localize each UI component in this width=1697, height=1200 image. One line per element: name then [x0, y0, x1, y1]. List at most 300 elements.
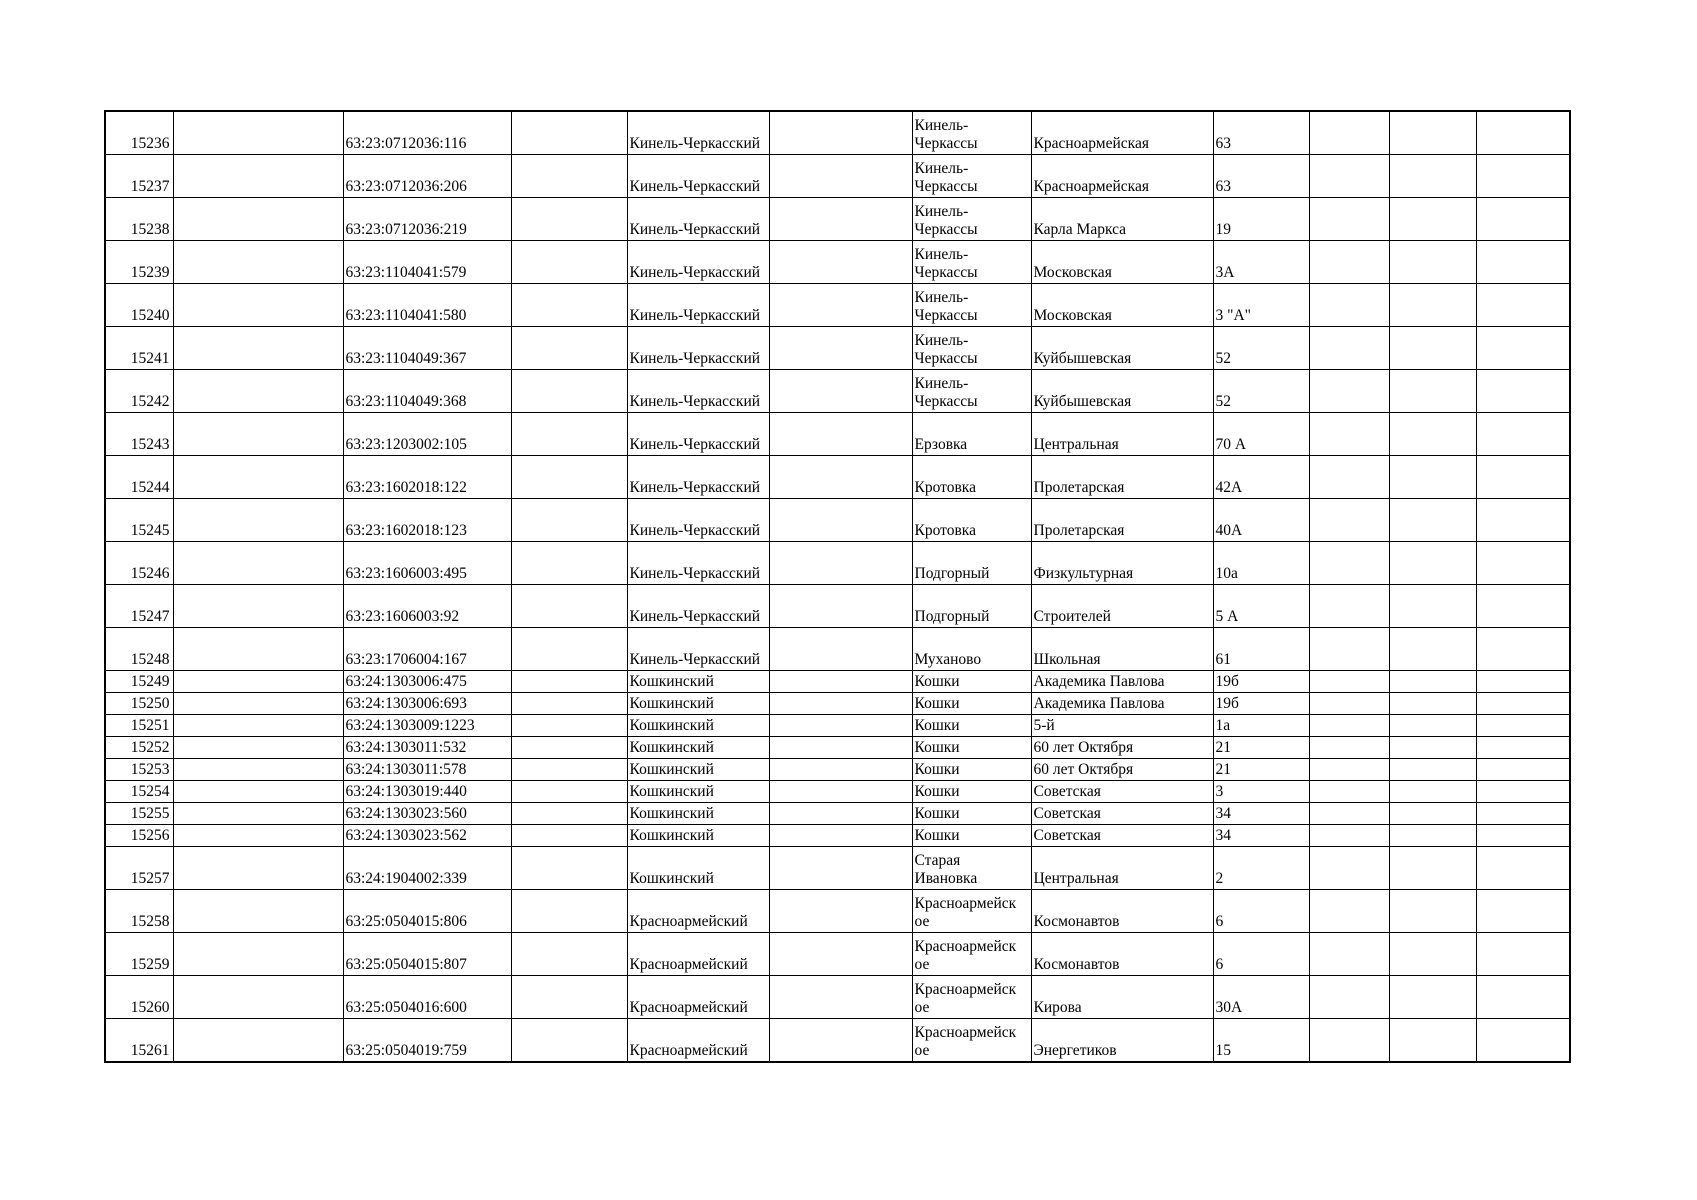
cell-house: 34 — [1213, 803, 1309, 825]
cell-settlement: Кинель- Черкассы — [912, 155, 1031, 198]
cell-number: 15259 — [105, 933, 173, 976]
cell-number: 15244 — [105, 456, 173, 499]
cell-cadastral: 63:23:0712036:219 — [343, 198, 511, 241]
cell-empty — [1389, 284, 1476, 327]
cell-district: Кинель-Черкасский — [627, 155, 769, 198]
cell-number: 15242 — [105, 370, 173, 413]
cell-empty — [1309, 628, 1389, 671]
cell-empty — [769, 284, 912, 327]
cell-empty — [769, 825, 912, 847]
cell-empty — [1476, 693, 1570, 715]
cell-empty — [511, 585, 627, 628]
cell-empty — [1476, 737, 1570, 759]
cell-house: 52 — [1213, 327, 1309, 370]
cell-house: 6 — [1213, 933, 1309, 976]
cell-cadastral: 63:24:1303023:560 — [343, 803, 511, 825]
cell-settlement: Кинель- Черкассы — [912, 111, 1031, 155]
cell-empty — [1309, 803, 1389, 825]
table-row — [105, 825, 1570, 847]
cell-empty — [1389, 111, 1476, 155]
cell-empty — [769, 1019, 912, 1063]
cell-empty — [173, 155, 343, 198]
cell-empty — [1389, 976, 1476, 1019]
cell-empty — [769, 456, 912, 499]
cell-empty — [1309, 693, 1389, 715]
cell-empty — [173, 111, 343, 155]
cell-district: Кошкинский — [627, 825, 769, 847]
registry-body — [105, 111, 1570, 1062]
cell-empty — [769, 781, 912, 803]
cell-empty — [1476, 327, 1570, 370]
cell-street: Строителей — [1031, 585, 1213, 628]
cell-empty — [173, 976, 343, 1019]
cell-house: 15 — [1213, 1019, 1309, 1063]
cell-house: 10а — [1213, 542, 1309, 585]
cell-district: Кошкинский — [627, 781, 769, 803]
cell-empty — [1389, 803, 1476, 825]
cell-number: 15257 — [105, 847, 173, 890]
cell-empty — [1476, 585, 1570, 628]
cell-empty — [769, 737, 912, 759]
cell-cadastral: 63:24:1303019:440 — [343, 781, 511, 803]
cell-house: 30А — [1213, 976, 1309, 1019]
cell-empty — [1309, 198, 1389, 241]
cell-empty — [769, 155, 912, 198]
cell-street: Московская — [1031, 284, 1213, 327]
cell-empty — [769, 542, 912, 585]
cell-house: 42А — [1213, 456, 1309, 499]
cell-settlement: Кинель- Черкассы — [912, 241, 1031, 284]
cell-cadastral: 63:23:1203002:105 — [343, 413, 511, 456]
cell-cadastral: 63:23:1606003:92 — [343, 585, 511, 628]
cell-empty — [769, 370, 912, 413]
cell-empty — [511, 976, 627, 1019]
table-row — [105, 327, 1570, 370]
cell-house: 61 — [1213, 628, 1309, 671]
cell-empty — [769, 933, 912, 976]
cell-number: 15236 — [105, 111, 173, 155]
cell-empty — [173, 847, 343, 890]
cell-settlement: Кошки — [912, 803, 1031, 825]
cell-empty — [769, 241, 912, 284]
table-row — [105, 781, 1570, 803]
table-row — [105, 847, 1570, 890]
cell-house: 63 — [1213, 111, 1309, 155]
cell-district: Кошкинский — [627, 759, 769, 781]
cell-district: Красноармейский — [627, 976, 769, 1019]
cell-settlement: Кротовка — [912, 499, 1031, 542]
cell-empty — [1389, 693, 1476, 715]
cell-empty — [511, 715, 627, 737]
cell-number: 15237 — [105, 155, 173, 198]
cell-house: 5 А — [1213, 585, 1309, 628]
cell-empty — [1389, 542, 1476, 585]
cell-empty — [1389, 585, 1476, 628]
cell-district: Кинель-Черкасский — [627, 198, 769, 241]
cell-empty — [1476, 759, 1570, 781]
cell-settlement: Красноармейск ое — [912, 976, 1031, 1019]
cell-number: 15258 — [105, 890, 173, 933]
cell-settlement: Кинель- Черкассы — [912, 370, 1031, 413]
cell-house: 1а — [1213, 715, 1309, 737]
cell-street: Куйбышевская — [1031, 327, 1213, 370]
cell-settlement: Подгорный — [912, 542, 1031, 585]
cell-empty — [173, 759, 343, 781]
cell-street: Пролетарская — [1031, 499, 1213, 542]
cell-house: 52 — [1213, 370, 1309, 413]
cell-empty — [769, 413, 912, 456]
cell-number: 15254 — [105, 781, 173, 803]
cell-empty — [1476, 111, 1570, 155]
cell-empty — [173, 585, 343, 628]
cell-empty — [1309, 715, 1389, 737]
table-row — [105, 542, 1570, 585]
cell-settlement: Кошки — [912, 759, 1031, 781]
cell-district: Кошкинский — [627, 693, 769, 715]
cell-empty — [173, 1019, 343, 1063]
cell-empty — [769, 499, 912, 542]
cell-number: 15249 — [105, 671, 173, 693]
cell-street: Кирова — [1031, 976, 1213, 1019]
cell-empty — [511, 542, 627, 585]
table-row — [105, 585, 1570, 628]
cell-cadastral: 63:23:1104041:580 — [343, 284, 511, 327]
cell-cadastral: 63:24:1904002:339 — [343, 847, 511, 890]
cell-district: Красноармейский — [627, 1019, 769, 1063]
cell-empty — [1476, 241, 1570, 284]
cell-empty — [1476, 803, 1570, 825]
cell-empty — [1309, 413, 1389, 456]
cell-district: Кошкинский — [627, 715, 769, 737]
cell-empty — [173, 890, 343, 933]
cell-empty — [173, 781, 343, 803]
cell-empty — [1476, 825, 1570, 847]
cell-empty — [511, 155, 627, 198]
cell-district: Кошкинский — [627, 847, 769, 890]
cell-cadastral: 63:23:0712036:116 — [343, 111, 511, 155]
cell-house: 19 — [1213, 198, 1309, 241]
table-row — [105, 155, 1570, 198]
cell-house: 2 — [1213, 847, 1309, 890]
cell-cadastral: 63:25:0504015:807 — [343, 933, 511, 976]
cell-empty — [173, 241, 343, 284]
cell-cadastral: 63:25:0504015:806 — [343, 890, 511, 933]
cell-street: 5-й — [1031, 715, 1213, 737]
table-row — [105, 759, 1570, 781]
cell-empty — [173, 499, 343, 542]
cell-cadastral: 63:25:0504019:759 — [343, 1019, 511, 1063]
cell-empty — [1309, 542, 1389, 585]
cell-empty — [769, 890, 912, 933]
cell-settlement: Кошки — [912, 825, 1031, 847]
cell-empty — [1309, 284, 1389, 327]
cell-cadastral: 63:23:1606003:495 — [343, 542, 511, 585]
cell-empty — [1476, 542, 1570, 585]
cell-house: 63 — [1213, 155, 1309, 198]
cell-empty — [1476, 499, 1570, 542]
table-row — [105, 1019, 1570, 1063]
cell-number: 15246 — [105, 542, 173, 585]
cell-district: Кошкинский — [627, 737, 769, 759]
table-row — [105, 933, 1570, 976]
cell-empty — [173, 456, 343, 499]
cell-street: Центральная — [1031, 847, 1213, 890]
table-row — [105, 370, 1570, 413]
cell-number: 15251 — [105, 715, 173, 737]
cell-street: Энергетиков — [1031, 1019, 1213, 1063]
cell-number: 15247 — [105, 585, 173, 628]
table-row — [105, 241, 1570, 284]
cell-empty — [511, 241, 627, 284]
cell-empty — [1476, 413, 1570, 456]
cell-street: Космонавтов — [1031, 890, 1213, 933]
cell-house: 40А — [1213, 499, 1309, 542]
cell-number: 15240 — [105, 284, 173, 327]
cell-district: Кошкинский — [627, 671, 769, 693]
cell-empty — [1309, 847, 1389, 890]
cell-empty — [769, 803, 912, 825]
cell-house: 70 А — [1213, 413, 1309, 456]
cell-empty — [1476, 890, 1570, 933]
table-row — [105, 803, 1570, 825]
cell-street: Куйбышевская — [1031, 370, 1213, 413]
cell-empty — [769, 628, 912, 671]
cell-empty — [1389, 671, 1476, 693]
cell-empty — [511, 327, 627, 370]
cell-empty — [173, 628, 343, 671]
cell-empty — [1309, 155, 1389, 198]
cell-empty — [1476, 781, 1570, 803]
cell-cadastral: 63:23:1104041:579 — [343, 241, 511, 284]
cell-empty — [769, 671, 912, 693]
cell-empty — [173, 671, 343, 693]
cell-empty — [769, 585, 912, 628]
cell-empty — [769, 693, 912, 715]
cell-empty — [1389, 413, 1476, 456]
cell-street: 60 лет Октября — [1031, 759, 1213, 781]
cell-street: Физкультурная — [1031, 542, 1213, 585]
cell-number: 15255 — [105, 803, 173, 825]
cell-empty — [1309, 241, 1389, 284]
cell-empty — [511, 933, 627, 976]
cell-empty — [769, 111, 912, 155]
cell-empty — [511, 825, 627, 847]
table-row — [105, 890, 1570, 933]
cell-district: Кинель-Черкасский — [627, 499, 769, 542]
cell-empty — [1476, 933, 1570, 976]
cell-empty — [1476, 715, 1570, 737]
cell-empty — [511, 803, 627, 825]
cell-settlement: Кинель- Черкассы — [912, 284, 1031, 327]
cell-district: Кинель-Черкасский — [627, 241, 769, 284]
cell-empty — [1389, 825, 1476, 847]
cell-number: 15238 — [105, 198, 173, 241]
cell-empty — [1309, 933, 1389, 976]
cell-empty — [1389, 1019, 1476, 1063]
cell-district: Кинель-Черкасский — [627, 585, 769, 628]
cell-empty — [511, 456, 627, 499]
cell-empty — [1389, 456, 1476, 499]
cell-street: Академика Павлова — [1031, 693, 1213, 715]
cell-empty — [1476, 456, 1570, 499]
cell-empty — [1389, 327, 1476, 370]
cell-street: Советская — [1031, 825, 1213, 847]
cell-settlement: Кинель- Черкассы — [912, 198, 1031, 241]
cell-empty — [1389, 781, 1476, 803]
cell-district: Кинель-Черкасский — [627, 456, 769, 499]
cell-empty — [173, 737, 343, 759]
cell-empty — [173, 715, 343, 737]
cell-empty — [1476, 628, 1570, 671]
cell-house: 3 — [1213, 781, 1309, 803]
cell-empty — [1309, 370, 1389, 413]
cell-house: 6 — [1213, 890, 1309, 933]
table-row — [105, 693, 1570, 715]
cell-empty — [511, 693, 627, 715]
cell-empty — [1309, 327, 1389, 370]
cell-empty — [511, 111, 627, 155]
cell-settlement: Кошки — [912, 693, 1031, 715]
cell-number: 15250 — [105, 693, 173, 715]
cell-number: 15245 — [105, 499, 173, 542]
cell-street: Пролетарская — [1031, 456, 1213, 499]
cell-district: Кинель-Черкасский — [627, 111, 769, 155]
cell-empty — [1476, 671, 1570, 693]
cell-empty — [511, 890, 627, 933]
cell-cadastral: 63:24:1303011:532 — [343, 737, 511, 759]
cell-empty — [1309, 456, 1389, 499]
cell-settlement: Красноармейск ое — [912, 933, 1031, 976]
cell-settlement: Кротовка — [912, 456, 1031, 499]
cell-cadastral: 63:23:1104049:368 — [343, 370, 511, 413]
cell-house: 21 — [1213, 759, 1309, 781]
cell-empty — [769, 715, 912, 737]
cell-empty — [1309, 825, 1389, 847]
cell-house: 3А — [1213, 241, 1309, 284]
cell-street: Школьная — [1031, 628, 1213, 671]
cell-empty — [1309, 1019, 1389, 1063]
cell-settlement: Кошки — [912, 671, 1031, 693]
cell-empty — [1309, 781, 1389, 803]
cell-empty — [1389, 759, 1476, 781]
cell-district: Кинель-Черкасский — [627, 327, 769, 370]
cell-number: 15248 — [105, 628, 173, 671]
cell-empty — [769, 847, 912, 890]
cell-number: 15241 — [105, 327, 173, 370]
cell-street: Красноармейская — [1031, 111, 1213, 155]
cell-empty — [511, 847, 627, 890]
cell-empty — [511, 413, 627, 456]
cell-empty — [173, 198, 343, 241]
table-row — [105, 628, 1570, 671]
cell-settlement: Кошки — [912, 737, 1031, 759]
cell-settlement: Кошки — [912, 781, 1031, 803]
cell-settlement: Красноармейск ое — [912, 1019, 1031, 1063]
cell-empty — [1476, 198, 1570, 241]
cell-empty — [1309, 890, 1389, 933]
cell-cadastral: 63:24:1303006:475 — [343, 671, 511, 693]
cell-district: Кошкинский — [627, 803, 769, 825]
cell-empty — [1389, 737, 1476, 759]
cell-empty — [769, 759, 912, 781]
cell-street: Академика Павлова — [1031, 671, 1213, 693]
table-row — [105, 976, 1570, 1019]
table-row — [105, 198, 1570, 241]
cell-empty — [1309, 111, 1389, 155]
cell-cadastral: 63:24:1303023:562 — [343, 825, 511, 847]
cell-empty — [173, 825, 343, 847]
cell-empty — [1389, 370, 1476, 413]
cell-empty — [1476, 1019, 1570, 1063]
cell-empty — [1389, 241, 1476, 284]
cell-number: 15253 — [105, 759, 173, 781]
cell-house: 19б — [1213, 671, 1309, 693]
cell-cadastral: 63:23:1602018:122 — [343, 456, 511, 499]
cell-district: Кинель-Черкасский — [627, 628, 769, 671]
cell-number: 15243 — [105, 413, 173, 456]
cell-district: Кинель-Черкасский — [627, 370, 769, 413]
cell-empty — [1389, 628, 1476, 671]
cell-empty — [1476, 284, 1570, 327]
cell-empty — [1476, 155, 1570, 198]
cell-empty — [769, 327, 912, 370]
table-row — [105, 737, 1570, 759]
cell-empty — [511, 628, 627, 671]
cell-empty — [1476, 847, 1570, 890]
cell-empty — [511, 671, 627, 693]
cell-empty — [173, 370, 343, 413]
table-row — [105, 284, 1570, 327]
cell-cadastral: 63:25:0504016:600 — [343, 976, 511, 1019]
cell-street: Космонавтов — [1031, 933, 1213, 976]
cell-empty — [173, 803, 343, 825]
cell-cadastral: 63:23:1104049:367 — [343, 327, 511, 370]
cell-empty — [769, 976, 912, 1019]
cell-house: 34 — [1213, 825, 1309, 847]
cell-empty — [1476, 370, 1570, 413]
cell-empty — [1389, 933, 1476, 976]
cell-empty — [511, 759, 627, 781]
cell-empty — [173, 413, 343, 456]
cell-settlement: Старая Ивановка — [912, 847, 1031, 890]
cell-empty — [1309, 671, 1389, 693]
cell-empty — [1309, 585, 1389, 628]
cell-street: Красноармейская — [1031, 155, 1213, 198]
cell-street: Центральная — [1031, 413, 1213, 456]
cell-house: 19б — [1213, 693, 1309, 715]
cell-cadastral: 63:24:1303006:693 — [343, 693, 511, 715]
cell-district: Кинель-Черкасский — [627, 542, 769, 585]
cell-empty — [511, 198, 627, 241]
cell-empty — [1389, 715, 1476, 737]
cell-street: 60 лет Октября — [1031, 737, 1213, 759]
cell-street: Советская — [1031, 781, 1213, 803]
cell-district: Красноармейский — [627, 933, 769, 976]
cell-number: 15260 — [105, 976, 173, 1019]
table-row — [105, 671, 1570, 693]
cell-empty — [769, 198, 912, 241]
cell-street: Советская — [1031, 803, 1213, 825]
table-row — [105, 111, 1570, 155]
cell-empty — [511, 781, 627, 803]
table-row — [105, 499, 1570, 542]
cell-empty — [1309, 976, 1389, 1019]
cell-house: 3 "А" — [1213, 284, 1309, 327]
cell-empty — [1389, 890, 1476, 933]
cell-street: Карла Маркса — [1031, 198, 1213, 241]
cell-number: 15261 — [105, 1019, 173, 1063]
cell-number: 15256 — [105, 825, 173, 847]
